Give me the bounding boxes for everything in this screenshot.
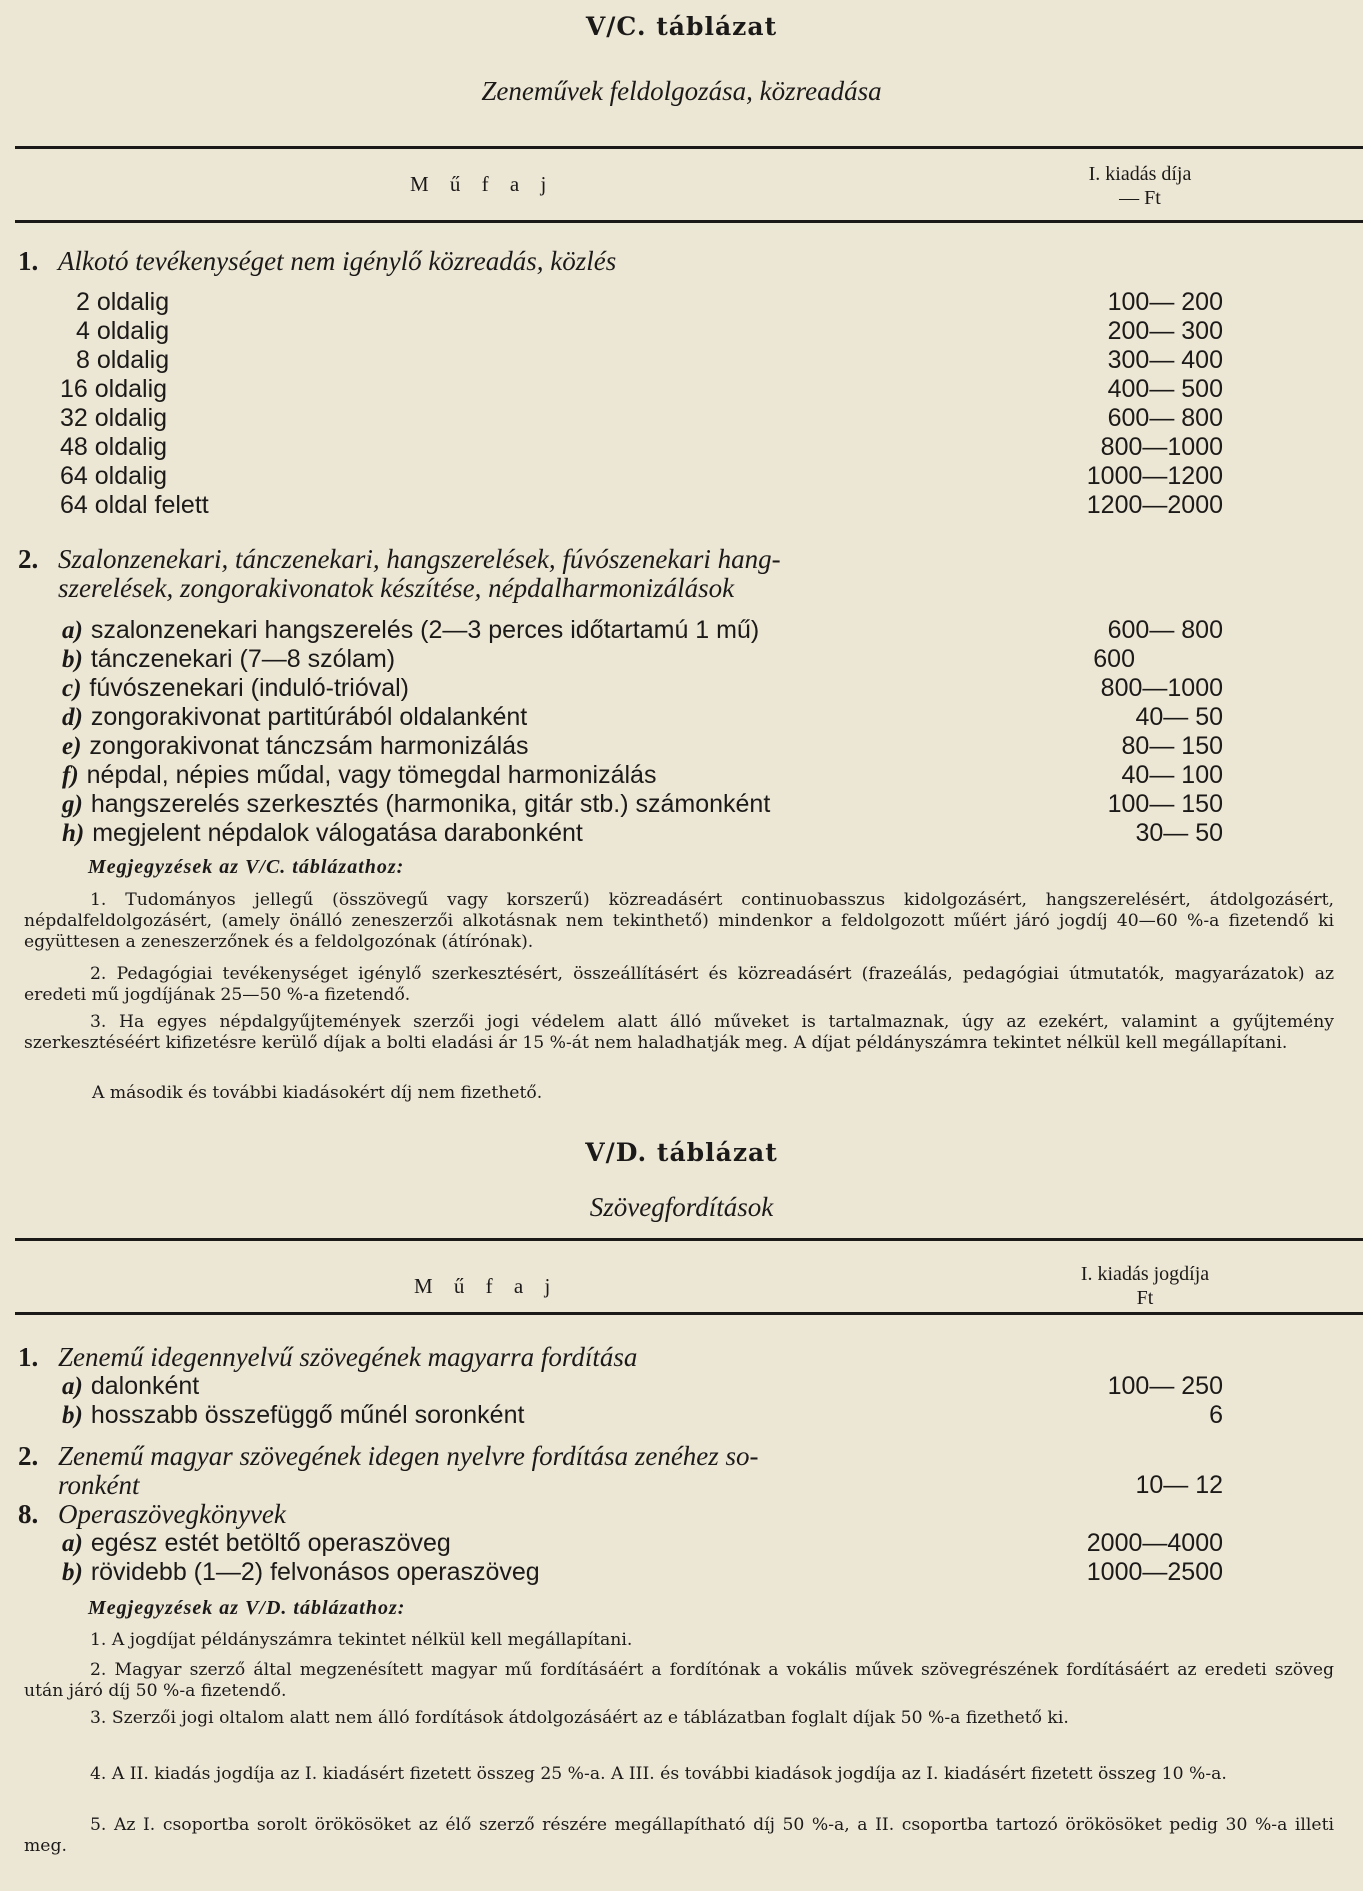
- header-top-rule: [15, 146, 1363, 149]
- table-row: 2 oldalig 100— 200: [76, 288, 1223, 316]
- table-row: b) tánczenekari (7—8 szólam) 600: [62, 645, 1135, 673]
- table-title: V/D. táblázat: [585, 1138, 778, 1167]
- table-row: a) egész estét betöltő operaszöveg 2000—4000: [62, 1529, 1223, 1557]
- header-bottom-rule: [15, 1312, 1363, 1315]
- table-row: 32 oldalig 600— 800: [60, 404, 1223, 432]
- column-header-fee: I. kiadás jogdíja Ft: [1080, 1263, 1210, 1309]
- header-bottom-rule: [15, 220, 1363, 223]
- section-heading: 1. Zenemű idegennyelvű szövegének magyarra fordítása: [18, 1342, 638, 1372]
- table-row: f) népdal, népies műdal, vagy tömegdal harmonizálás 40— 100: [62, 761, 1223, 789]
- table-row: d) zongorakivonat partitúrából oldalanként 40— 50: [62, 703, 1223, 731]
- section-heading: 2. Szalonzenekari, tánczenekari, hangszerelések, fúvószenekari hang- szerelések, zongorakivonatok készítése, népdalharmonizálások: [18, 544, 781, 603]
- table-row: e) zongorakivonat tánczsám harmonizálás 80— 150: [62, 732, 1223, 760]
- note-paragraph: A második és további kiadásokért díj nem fizethető.: [92, 1083, 543, 1103]
- table-row: 16 oldalig 400— 500: [60, 375, 1223, 403]
- table-row: g) hangszerelés szerkesztés (harmonika, gitár stb.) számonként 100— 150: [62, 790, 1223, 818]
- column-header-genre: M ű f a j: [414, 1274, 559, 1298]
- table-subtitle: Zeneművek feldolgozása, közreadása: [481, 76, 882, 106]
- notes-title: Megjegyzések az V/D. táblázathoz:: [88, 1597, 406, 1619]
- table-row: a) dalonként 100— 250: [62, 1372, 1223, 1400]
- note-paragraph: 3. Ha egyes népdalgyűjtemények szerzői jogi védelem alatt álló műveket is tartalmaznak, úgy az ezekért, valamint a gyűjtemény szerkesztéséért kifizetésre kerülő díjak a bolti eladási ár 15 %-át nem haladhatják meg. A díjat példányszámra tekintet nélkül kell megállapítani.: [24, 1012, 1334, 1053]
- table-row: 10— 12: [1135, 1471, 1223, 1499]
- section-heading: 2. Zenemű magyar szövegének idegen nyelvre fordítása zenéhez so- ronként: [18, 1441, 759, 1500]
- table-row: b) rövidebb (1—2) felvonásos operaszöveg 1000—2500: [62, 1558, 1223, 1586]
- note-paragraph: 2. Magyar szerző által megzenésített magyar mű fordításáért a fordítónak a vokális művek szövegrészének fordításáért az eredeti szöveg után járó díj 50 %-a fizetendő.: [24, 1660, 1334, 1701]
- note-paragraph: 4. A II. kiadás jogdíja az I. kiadásért fizetett összeg 25 %-a. A III. és további kiadások jogdíja az I. kiadásért fizetett összeg 10 %-a.: [90, 1764, 1227, 1784]
- table-row: 4 oldalig 200— 300: [76, 317, 1223, 345]
- column-header-fee: I. kiadás díja — Ft: [1088, 163, 1192, 209]
- note-paragraph: 2. Pedagógiai tevékenységet igénylő szerkesztésért, összeállításért és közreadásért (frazeálás, pedagógiai útmutatók, magyarázatok) az eredeti mű jogdíjának 25—50 %-a fizetendő.: [24, 964, 1334, 1005]
- section-heading: 8. Operaszövegkönyvek: [18, 1499, 286, 1529]
- table-row: 64 oldal felett 1200—2000: [60, 491, 1223, 519]
- table-row: a) szalonzenekari hangszerelés (2—3 perces időtartamú 1 mű) 600— 800: [62, 616, 1223, 644]
- column-header-genre: M ű f a j: [410, 172, 555, 196]
- notes-title: Megjegyzések az V/C. táblázathoz:: [88, 856, 405, 878]
- table-subtitle: Szövegfordítások: [589, 1192, 774, 1222]
- table-row: c) fúvószenekari (induló-trióval) 800—1000: [62, 674, 1223, 702]
- table-row: h) megjelent népdalok válogatása darabonként 30— 50: [62, 819, 1223, 847]
- table-row: 8 oldalig 300— 400: [76, 346, 1223, 374]
- note-paragraph: 5. Az I. csoportba sorolt örökösöket az élő szerző részére megállapítható díj 50 %-a, a II. csoportba tartozó örökösöket pedig 30 %-a illeti meg.: [24, 1815, 1334, 1856]
- table-title: V/C. táblázat: [585, 12, 778, 41]
- section-heading: 1. Alkotó tevékenységet nem igénylő közreadás, közlés: [18, 246, 617, 276]
- note-paragraph: 1. Tudományos jellegű (összövegű vagy korszerű) közreadásért continuobasszus kidolgozásért, hangszerelésért, átdolgozásért, népdalfeldolgozásért, (amely önálló zeneszerzői alkotásnak nem tekinthető) mindenkor a feldolgozott műért járó jogdíj 40—60 %-a fizetendő ki együttesen a zeneszerzőnek és a feldolgozónak (átírónak).: [24, 890, 1334, 952]
- table-row: 64 oldalig 1000—1200: [60, 462, 1223, 490]
- header-top-rule: [15, 1238, 1363, 1241]
- note-paragraph: 3. Szerzői jogi oltalom alatt nem álló fordítások átdolgozásáért az e táblázatban foglalt díjak 50 %-a fizethető ki.: [90, 1708, 1069, 1728]
- note-paragraph: 1. A jogdíjat példányszámra tekintet nélkül kell megállapítani.: [90, 1630, 633, 1650]
- table-row: 48 oldalig 800—1000: [60, 433, 1223, 461]
- table-row: b) hosszabb összefüggő műnél soronként 6: [62, 1401, 1223, 1429]
